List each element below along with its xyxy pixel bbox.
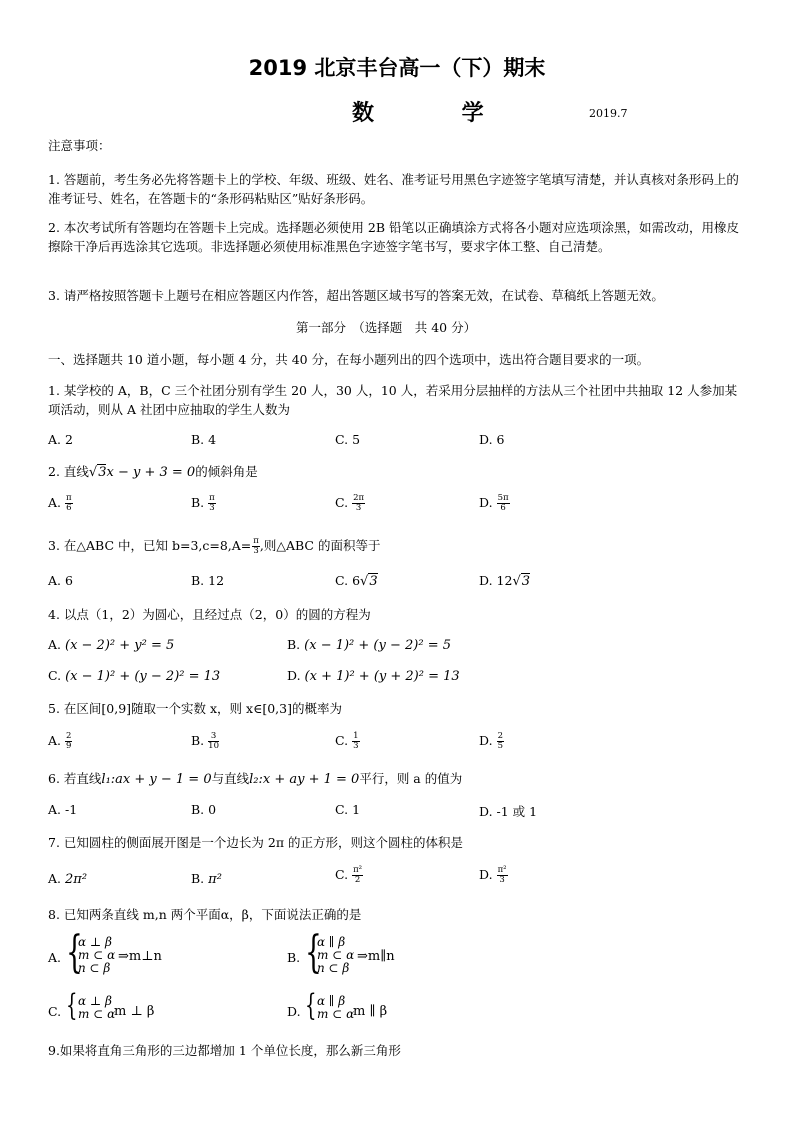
- q4-option-d-label: D.: [287, 668, 301, 683]
- q7-stem: 7. 已知圆柱的侧面展开图是一个边长为 2π 的正方形，则这个圆柱的体积是: [48, 835, 464, 850]
- part1-instruction: 一、选择题共 10 道小题，每小题 4 分，共 40 分，在每小题列出的四个选项中，选出符合题目要求的一项。: [48, 352, 650, 367]
- q2-option-c-denominator: 3: [355, 503, 362, 513]
- q4-option-b: [287, 637, 451, 653]
- q4-option-b-expr: (x − 1)² + (y − 2)² = 5: [304, 638, 451, 653]
- q8-option-a-label: A.: [48, 950, 62, 965]
- q8-option-b-row-3: n ⊂ β: [317, 961, 350, 975]
- q8-option-a-row-3: n ⊂ β: [78, 961, 111, 975]
- q3-suffix: ,则△ABC 的面积等于: [259, 538, 381, 553]
- q5-option-d-denominator: 5: [497, 741, 503, 751]
- q1-stem: 1. 某学校的 A，B，C 三个社团分别有学生 20 人，30 人，10 人，若采用分层抽样的方法从三个社团中共抽取 12 人参加某项活动，则从 A 社团中应抽取的学生人数为: [48, 383, 738, 417]
- q4-option-d: [287, 668, 460, 684]
- q3-denominator: 3: [253, 546, 259, 556]
- q4-option-d-expr: (x + 1)² + (y + 2)² = 13: [304, 669, 460, 684]
- q2-option-c-numerator: 2π: [353, 493, 365, 503]
- q6-mid: 与直线: [211, 771, 250, 786]
- q8-option-d-row-2: m ⊂ α: [317, 1007, 355, 1021]
- q2-option-a: [48, 494, 73, 513]
- q2-option-c: [335, 494, 365, 513]
- q8-option-a-system: [66, 927, 186, 978]
- q7-option-c-label: C.: [335, 867, 349, 882]
- q4-option-a: [48, 637, 174, 653]
- q8-option-c-label: C.: [48, 1004, 62, 1019]
- q6-line-l1: l₁:ax + y − 1 = 0: [101, 772, 212, 787]
- q7-option-a: [48, 871, 87, 887]
- q5-option-b: [191, 732, 219, 751]
- q6-option-d: D. -1 或 1: [479, 804, 538, 819]
- q3-fraction: [252, 537, 260, 556]
- q6-prefix: 6. 若直线: [48, 771, 102, 786]
- q2-option-d: [479, 494, 510, 513]
- q8-option-c-rows: [78, 995, 115, 1021]
- q5-option-c-denominator: 3: [353, 741, 359, 751]
- q2-sqrt-arg: 3: [98, 465, 107, 480]
- q3-option-d-label: D. 12: [479, 573, 513, 588]
- q5-option-a-denominator: 9: [66, 741, 72, 751]
- q4-option-c: [48, 668, 220, 684]
- q7-option-d: [479, 866, 508, 885]
- part1-heading: 第一部分 （选择题 共 40 分）: [296, 320, 477, 335]
- q2-expr: x − y + 3 = 0: [106, 465, 196, 480]
- q5-option-a-label: A.: [48, 733, 62, 748]
- q7-option-a-expr: 2π²: [65, 872, 88, 887]
- q2-option-d-label: D.: [479, 495, 493, 510]
- q7-option-b-label: B.: [191, 871, 205, 886]
- q2-option-c-fraction: [352, 494, 365, 513]
- q6-suffix: 平行，则 a 的值为: [359, 771, 463, 786]
- exam-date: 2019.7: [589, 107, 628, 120]
- q7-option-d-label: D.: [479, 867, 493, 882]
- q6-option-b: B. 0: [191, 802, 217, 817]
- q5-option-d-fraction: [497, 732, 504, 751]
- q3-option-a: A. 6: [48, 573, 73, 588]
- q7-option-b-expr: π²: [208, 872, 222, 887]
- q5-option-c: [335, 732, 360, 751]
- q2-option-d-numerator: 5π: [497, 493, 509, 503]
- q8-option-b-row-2: m ⊂ α: [317, 948, 355, 962]
- q2-option-a-numerator: π: [66, 493, 72, 503]
- q8-option-a-row-1: α ⊥ β: [78, 935, 112, 949]
- q3-option-d-sqrt-sign: √: [512, 574, 521, 589]
- q2-option-a-label: A.: [48, 495, 62, 510]
- q2-prefix: 2. 直线: [48, 464, 89, 479]
- q8-option-d-system: [305, 988, 425, 1025]
- q2-option-a-fraction: [65, 494, 73, 513]
- q2-sqrt-sign: √: [88, 465, 98, 480]
- q4-option-b-label: B.: [287, 637, 301, 652]
- q3-option-c-sqrt-sign: √: [360, 574, 369, 589]
- q5-option-a: [48, 732, 72, 751]
- q3-option-d-sqrt-arg: 3: [521, 574, 531, 589]
- notice-item-1: 1. 答题前，考生务必先将答题卡上的学校、年级、班级、姓名、准考证号用黑色字迹签字笔填写清楚，并认真核对条形码上的准考证号、姓名，在答题卡的“条形码粘贴区”贴好条形码。: [48, 172, 739, 206]
- q6-line-l2: l₂:x + ay + 1 = 0: [249, 772, 360, 787]
- q8-option-a-brace: {: [66, 927, 83, 978]
- q1-option-a: A. 2: [48, 432, 73, 447]
- q5-stem: 5. 在区间[0,9]随取一个实数 x，则 x∈[0,3]的概率为: [48, 701, 342, 716]
- q8-option-a-row-2: m ⊂ α: [78, 948, 116, 962]
- q2-suffix: 的倾斜角是: [195, 464, 258, 479]
- q8-option-b-system: [305, 927, 425, 978]
- q2-stem: [48, 462, 258, 482]
- subject-title: 数 学: [352, 101, 524, 126]
- q5-option-b-label: B.: [191, 733, 205, 748]
- q5-option-b-denominator: 10: [208, 741, 219, 751]
- q3-option-c-label: C. 6: [335, 573, 361, 588]
- q5-option-c-numerator: 1: [353, 731, 359, 741]
- q4-option-c-label: C.: [48, 668, 62, 683]
- q6-option-a: A. -1: [48, 802, 78, 817]
- q7-option-a-label: A.: [48, 871, 62, 886]
- q1-option-d: D. 6: [479, 432, 505, 447]
- q5-option-d-numerator: 2: [497, 731, 503, 741]
- q2-option-d-denominator: 6: [500, 503, 506, 513]
- q6-stem: [48, 769, 462, 789]
- q8-option-d-brace: {: [305, 988, 317, 1023]
- q3-option-c-sqrt-arg: 3: [369, 574, 378, 589]
- q2-option-b-label: B.: [191, 495, 205, 510]
- q3-prefix: 3. 在△ABC 中，已知 b=3,c=8,A=: [48, 538, 252, 553]
- q4-option-c-expr: (x − 1)² + (y − 2)² = 13: [65, 669, 221, 684]
- q7-option-d-denominator: 3: [499, 875, 505, 885]
- q7-option-c-fraction: [352, 866, 363, 885]
- q5-option-c-fraction: [352, 732, 359, 751]
- q5-option-b-fraction: [208, 732, 219, 751]
- q8-option-d-conclusion: m ∥ β: [353, 1004, 388, 1019]
- q4-option-a-expr: (x − 2)² + y² = 5: [65, 638, 175, 653]
- exam-title: 2019 北京丰台高一（下）期末: [248, 56, 546, 80]
- q2-option-b-numerator: π: [209, 493, 215, 503]
- q3-stem: [48, 536, 380, 556]
- q6-option-c: C. 1: [335, 802, 361, 817]
- q8-option-a-rows: [78, 936, 115, 975]
- q9-stem: 9.如果将直角三角形的三边都增加 1 个单位长度，那么新三角形: [48, 1043, 401, 1058]
- q2-option-b: [191, 494, 216, 513]
- q8-option-c-row-2: m ⊂ α: [78, 1007, 116, 1021]
- q8-option-d-row-1: α ∥ β: [317, 994, 346, 1008]
- q5-option-c-label: C.: [335, 733, 349, 748]
- q8-option-c-brace: {: [66, 988, 78, 1023]
- q1-option-c: C. 5: [335, 432, 361, 447]
- q8-stem: 8. 已知两条直线 m,n 两个平面α，β，下面说法正确的是: [48, 907, 362, 922]
- q8-option-b-conclusion: ⇒m∥n: [357, 949, 395, 964]
- q4-option-a-label: A.: [48, 637, 62, 652]
- q5-option-b-numerator: 3: [208, 732, 219, 742]
- q8-option-b-rows: [317, 936, 354, 975]
- q8-option-b-label: B.: [287, 950, 301, 965]
- notice-item-2: 2. 本次考试所有答题均在答题卡上完成。选择题必须使用 2B 铅笔以正确填涂方式将各小题对应选项涂黑，如需改动，用橡皮擦除干净后再选涂其它选项。非选择题必须使用标准黑色字迹签字笔书写，要求字体工整、自己清楚。: [48, 220, 739, 254]
- q2-option-d-fraction: [497, 494, 510, 513]
- q7-option-d-numerator: π²: [497, 865, 507, 875]
- q5-option-d: [479, 732, 504, 751]
- q5-option-d-label: D.: [479, 733, 493, 748]
- q8-option-c-row-1: α ⊥ β: [78, 994, 112, 1008]
- q4-stem: 4. 以点（1，2）为圆心，且经过点（2，0）的圆的方程为: [48, 607, 371, 622]
- q1-option-b: B. 4: [191, 432, 217, 447]
- q8-option-a-conclusion: ⇒m⊥n: [118, 949, 162, 964]
- q8-option-c-conclusion: m ⊥ β: [114, 1004, 155, 1019]
- q2-option-c-label: C.: [335, 495, 349, 510]
- q8-option-d-label: D.: [287, 1004, 301, 1019]
- q3-numerator: π: [253, 536, 259, 546]
- q2-option-a-denominator: 6: [66, 503, 72, 513]
- q7-option-c-denominator: 2: [354, 875, 361, 885]
- q7-option-b: [191, 871, 222, 887]
- q8-option-d-rows: [317, 995, 354, 1021]
- notice-heading: 注意事项：: [48, 138, 111, 153]
- q8-option-b-row-1: α ∥ β: [317, 935, 346, 949]
- q8-option-b-brace: {: [305, 927, 322, 978]
- q7-option-c: [335, 866, 363, 885]
- notice-item-3: 3. 请严格按照答题卡上题号在相应答题区内作答，超出答题区域书写的答案无效，在试卷、草稿纸上答题无效。: [48, 288, 664, 303]
- q3-option-d: [479, 573, 530, 589]
- q2-option-b-fraction: [208, 494, 216, 513]
- q8-option-c-system: [66, 988, 186, 1025]
- q7-option-c-numerator: π²: [353, 865, 363, 875]
- q7-option-d-fraction: [497, 866, 508, 885]
- q5-option-a-numerator: 2: [66, 731, 72, 741]
- q2-option-b-denominator: 3: [209, 503, 215, 513]
- q5-option-a-fraction: [65, 732, 72, 751]
- q3-option-b: B. 12: [191, 573, 225, 588]
- q3-option-c: [335, 573, 378, 589]
